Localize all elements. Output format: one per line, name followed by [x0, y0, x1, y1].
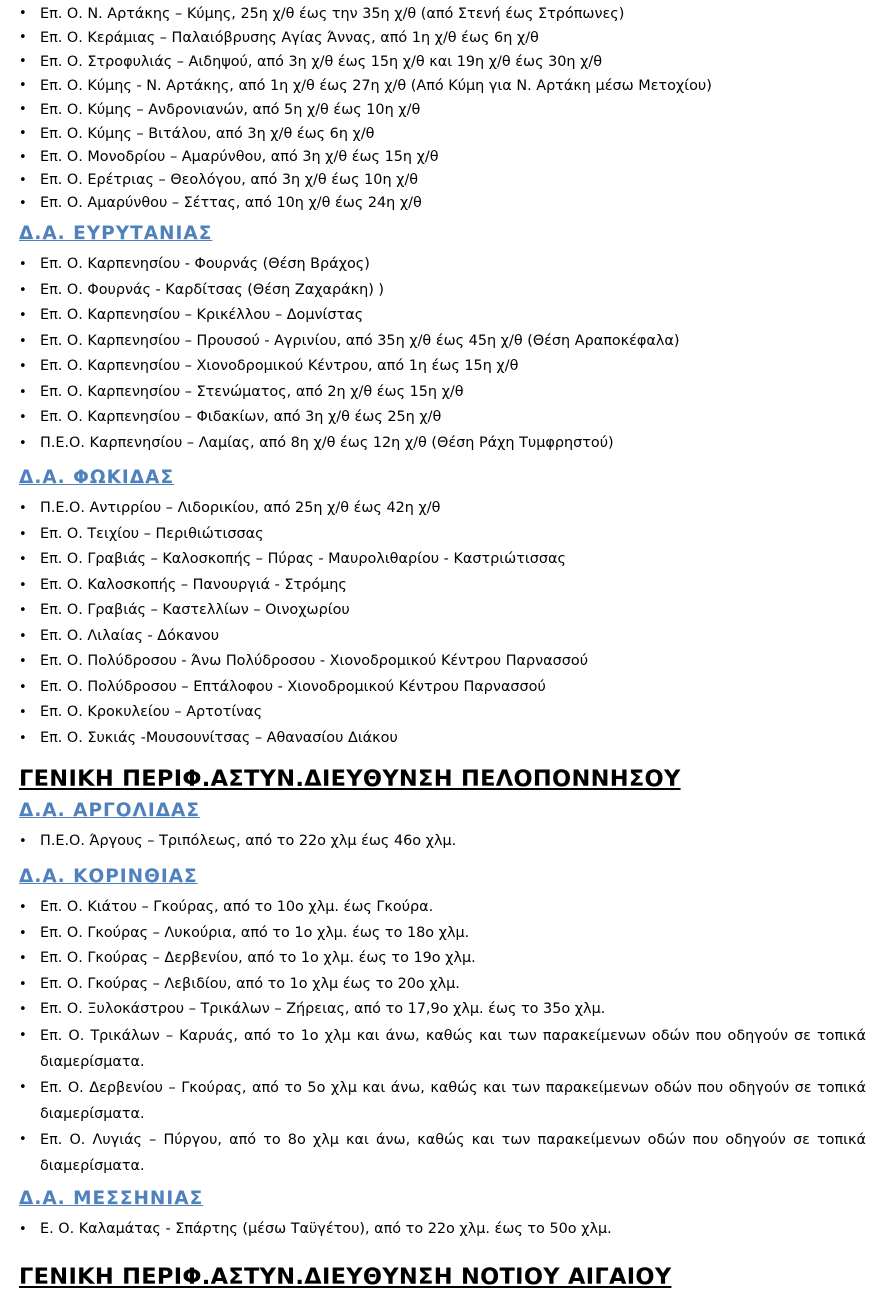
road-list-fokida [0, 496, 880, 751]
list-item: • Επ. Ο. Αμαρύνθου – Σέττας, από 10η χ/θ έως 24η χ/θ [0, 192, 880, 215]
list-item: • Επ. Ο. Καρπενησίου – Φιδακίων, από 3η χ/θ έως 25η χ/θ [0, 405, 880, 431]
list-item: • Επ. Ο. Καλοσκοπής – Πανουργιά - Στρόμης [0, 573, 880, 599]
list-item: • Επ. Ο. Κύμης – Ανδρονιανών, από 5η χ/θ έως 10η χ/θ [0, 98, 880, 122]
list-item: • Επ. Ο. Καρπενησίου – Χιονοδρομικού Κέντρου, από 1η έως 15η χ/θ [0, 354, 880, 380]
list-item: • Επ. Ο. Κροκυλείου – Αρτοτίνας [0, 700, 880, 726]
road-list-messinia [0, 1217, 880, 1243]
section-heading-fokida: Δ.Α. ΦΩΚΙΔΑΣ [19, 467, 175, 488]
road-list-argolida [0, 829, 880, 855]
list-item: • Επ. Ο. Μονοδρίου – Αμαρύνθου, από 3η χ/θ έως 15η χ/θ [0, 146, 880, 169]
section-heading-argolida: Δ.Α. ΑΡΓΟΛΙΔΑΣ [19, 800, 200, 821]
list-item: • Επ. Ο. Γκούρας – Δερβενίου, από το 1ο χλμ. έως το 19ο χλμ. [0, 946, 880, 972]
list-item: • Επ. Ο. Συκιάς -Μουσουνίτσας – Αθανασίου Διάκου [0, 726, 880, 752]
list-item: • Επ. Ο. Φουρνάς - Καρδίτσας (Θέση Ζαχαράκη) ) [0, 278, 880, 304]
list-item: • Επ. Ο. Κιάτου – Γκούρας, από το 10ο χλμ. έως Γκούρα. [0, 895, 880, 921]
section-heading-evrytania: Δ.Α. ΕΥΡΥΤΑΝΙΑΣ [19, 223, 213, 244]
section-heading-messinia: Δ.Α. ΜΕΣΣΗΝΙΑΣ [19, 1188, 204, 1209]
list-item: • Επ. Ο. Καρπενησίου – Κρικέλλου – Δομνίστας [0, 303, 880, 329]
general-directorate-heading-notio-aigaio: ΓΕΝΙΚΗ ΠΕΡΙΦ.ΑΣΤΥΝ.ΔΙΕΥΘΥΝΣΗ ΝΟΤΙΟΥ ΑΙΓΑΙΟΥ [19, 1264, 672, 1290]
list-item: • Επ. Ο. Ερέτριας – Θεολόγου, από 3η χ/θ έως 10η χ/θ [0, 169, 880, 192]
list-item: • Επ. Ο. Στροφυλιάς – Αιδηψού, από 3η χ/θ έως 15η χ/θ και 19η χ/θ έως 30η χ/θ [0, 50, 880, 74]
list-item: • Επ. Ο. Δερβενίου – Γκούρας, από το 5ο χλμ και άνω, καθώς και των παρακείμενων οδών που οδηγούν σε τοπικά διαμερίσματα. [0, 1075, 880, 1127]
list-item: • Επ. Ο. Κύμης – Βιτάλου, από 3η χ/θ έως 6η χ/θ [0, 122, 880, 146]
list-item: • Π.Ε.Ο. Καρπενησίου – Λαμίας, από 8η χ/θ έως 12η χ/θ (Θέση Ράχη Τυμφρηστού) [0, 431, 880, 457]
list-item: • Ε. Ο. Καλαμάτας - Σπάρτης (μέσω Ταϋγέτου), από το 22ο χλμ. έως το 50ο χλμ. [0, 1217, 880, 1243]
list-item: • Επ. Ο. Γκούρας – Λυκούρια, από το 1ο χλμ. έως το 18ο χλμ. [0, 921, 880, 947]
general-directorate-heading-peloponnisos: ΓΕΝΙΚΗ ΠΕΡΙΦ.ΑΣΤΥΝ.ΔΙΕΥΘΥΝΣΗ ΠΕΛΟΠΟΝΝΗΣΟΥ [19, 766, 681, 792]
list-item: • Επ. Ο. Λυγιάς – Πύργου, από το 8ο χλμ και άνω, καθώς και των παρακείμενων οδών που οδηγούν σε τοπικά διαμερίσματα. [0, 1127, 880, 1179]
list-item: • Επ. Ο. Πολύδροσου – Επτάλοφου - Χιονοδρομικού Κέντρου Παρνασσού [0, 675, 880, 701]
road-list-korinthia [0, 895, 880, 1179]
list-item: • Επ. Ο. Λιλαίας - Δόκανου [0, 624, 880, 650]
list-item: • Επ. Ο. Γραβιάς – Καλοσκοπής – Πύρας - Μαυρολιθαρίου - Καστριώτισσας [0, 547, 880, 573]
section-heading-korinthia: Δ.Α. ΚΟΡΙΝΘΙΑΣ [19, 866, 198, 887]
list-item: • Π.Ε.Ο. Άργους – Τριπόλεως, από το 22ο χλμ έως 46ο χλμ. [0, 829, 880, 855]
list-item: • Επ. Ο. Κύμης - Ν. Αρτάκης, από 1η χ/θ έως 27η χ/θ (Από Κύμη για Ν. Αρτάκη μέσω Μετοχίου) [0, 74, 880, 98]
list-item: • Επ. Ο. Καρπενησίου – Στενώματος, από 2η χ/θ έως 15η χ/θ [0, 380, 880, 406]
list-item: • Επ. Ο. Γραβιάς – Καστελλίων – Οινοχωρίου [0, 598, 880, 624]
list-item: • Επ. Ο. Κεράμιας – Παλαιόβρυσης Αγίας Άννας, από 1η χ/θ έως 6η χ/θ [0, 26, 880, 50]
list-item: • Επ. Ο. Πολύδροσου - Άνω Πολύδροσου - Χιονοδρομικού Κέντρου Παρνασσού [0, 649, 880, 675]
list-item: • Επ. Ο. Ξυλοκάστρου – Τρικάλων – Ζήρειας, από το 17,9ο χλμ. έως το 35ο χλμ. [0, 997, 880, 1023]
road-list-evrytania [0, 252, 880, 456]
list-item: • Επ. Ο. Τειχίου – Περιθιώτισσας [0, 522, 880, 548]
list-item: • Επ. Ο. Καρπενησίου - Φουρνάς (Θέση Βράχος) [0, 252, 880, 278]
list-item: • Επ. Ο. Τρικάλων – Καρυάς, από το 1ο χλμ και άνω, καθώς και των παρακείμενων οδών που οδηγούν σε τοπικά διαμερίσματα. [0, 1023, 880, 1075]
list-item: • Επ. Ο. Ν. Αρτάκης – Κύμης, 25η χ/θ έως την 35η χ/θ (από Στενή έως Στρόπωνες) [0, 2, 880, 26]
list-item: • Επ. Ο. Καρπενησίου – Προυσού - Αγρινίου, από 35η χ/θ έως 45η χ/θ (Θέση Αραποκέφαλα) [0, 329, 880, 355]
list-item: • Επ. Ο. Γκούρας – Λεβιδίου, από το 1ο χλμ έως το 20ο χλμ. [0, 972, 880, 998]
road-list-evia [0, 2, 880, 215]
list-item: • Π.Ε.Ο. Αντιρρίου – Λιδορικίου, από 25η χ/θ έως 42η χ/θ [0, 496, 880, 522]
